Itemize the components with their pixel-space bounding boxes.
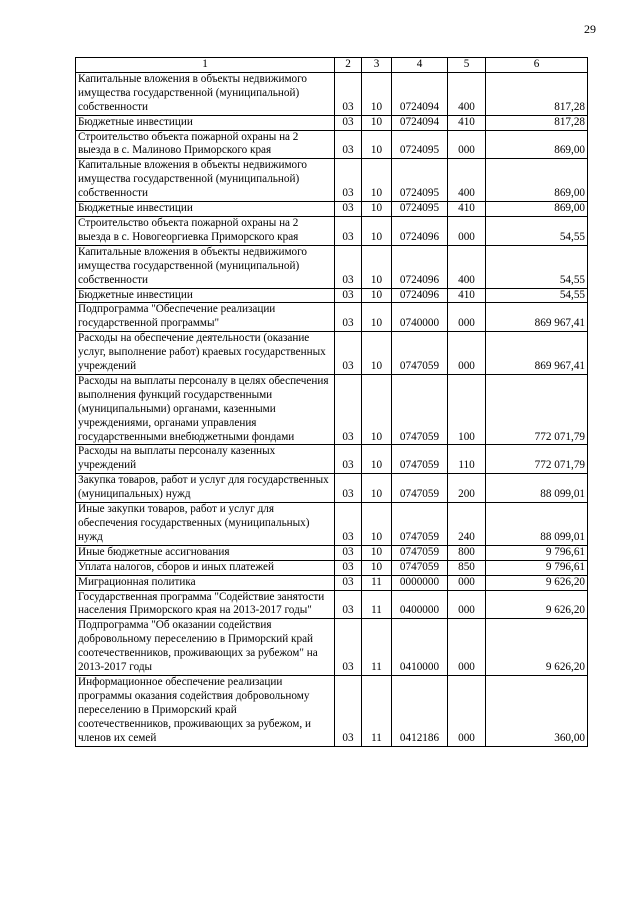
row-expense-type-cell: 410: [448, 288, 486, 303]
table-row: [76, 560, 588, 575]
table-row: [76, 590, 588, 619]
row-name-cell: Расходы на выплаты персоналу казенных учреждений: [76, 445, 335, 474]
row-name-cell: Бюджетные инвестиции: [76, 288, 335, 303]
column-header-1: 1: [76, 58, 335, 73]
row-subsection-cell: 10: [362, 374, 392, 445]
row-expense-type-cell: 200: [448, 474, 486, 503]
row-target-code-cell: 0724095: [392, 159, 448, 202]
row-subsection-cell: 10: [362, 159, 392, 202]
row-subsection-cell: 10: [362, 560, 392, 575]
row-expense-type-cell: 400: [448, 245, 486, 288]
table-row: [76, 202, 588, 217]
row-section-cell: 03: [335, 545, 362, 560]
row-name-cell: Бюджетные инвестиции: [76, 115, 335, 130]
row-section-cell: 03: [335, 245, 362, 288]
row-subsection-cell: 11: [362, 590, 392, 619]
table-row: [76, 619, 588, 676]
row-target-code-cell: 0410000: [392, 619, 448, 676]
row-target-code-cell: 0724095: [392, 130, 448, 159]
row-subsection-cell: 10: [362, 474, 392, 503]
row-expense-type-cell: 800: [448, 545, 486, 560]
row-section-cell: 03: [335, 619, 362, 676]
row-section-cell: 03: [335, 130, 362, 159]
row-section-cell: 03: [335, 590, 362, 619]
row-subsection-cell: 10: [362, 303, 392, 332]
row-section-cell: 03: [335, 159, 362, 202]
row-subsection-cell: 10: [362, 545, 392, 560]
row-amount-cell: 772 071,79: [486, 374, 588, 445]
row-name-cell: Расходы на выплаты персоналу в целях обеспечения выполнения функций государственными (муниципальными) органами, казенными учреждениями, органами управления государственными внебюджетными фондами: [76, 374, 335, 445]
row-amount-cell: 9 626,20: [486, 590, 588, 619]
row-expense-type-cell: 000: [448, 619, 486, 676]
row-amount-cell: 54,55: [486, 216, 588, 245]
row-name-cell: Строительство объекта пожарной охраны на 2 выезда в с. Малиново Приморского края: [76, 130, 335, 159]
table-row: [76, 445, 588, 474]
row-subsection-cell: 10: [362, 503, 392, 546]
column-header-2: 2: [335, 58, 362, 73]
row-section-cell: 03: [335, 332, 362, 375]
row-name-cell: Иные закупки товаров, работ и услуг для обеспечения государственных (муниципальных) нужд: [76, 503, 335, 546]
row-expense-type-cell: 110: [448, 445, 486, 474]
row-subsection-cell: 10: [362, 72, 392, 115]
table-row: [76, 374, 588, 445]
column-header-4: 4: [392, 58, 448, 73]
row-target-code-cell: 0412186: [392, 675, 448, 746]
row-amount-cell: 9 626,20: [486, 575, 588, 590]
row-name-cell: Бюджетные инвестиции: [76, 202, 335, 217]
row-amount-cell: 772 071,79: [486, 445, 588, 474]
row-target-code-cell: 0400000: [392, 590, 448, 619]
row-amount-cell: 869,00: [486, 159, 588, 202]
row-subsection-cell: 10: [362, 288, 392, 303]
table-row: [76, 675, 588, 746]
row-expense-type-cell: 000: [448, 675, 486, 746]
row-name-cell: Закупка товаров, работ и услуг для государственных (муниципальных) нужд: [76, 474, 335, 503]
row-section-cell: 03: [335, 503, 362, 546]
table-row: [76, 245, 588, 288]
row-amount-cell: 360,00: [486, 675, 588, 746]
row-section-cell: 03: [335, 288, 362, 303]
row-amount-cell: 817,28: [486, 115, 588, 130]
table-row: [76, 130, 588, 159]
row-amount-cell: 869 967,41: [486, 303, 588, 332]
row-target-code-cell: 0724094: [392, 72, 448, 115]
row-name-cell: Строительство объекта пожарной охраны на 2 выезда в с. Новогеоргиевка Приморского края: [76, 216, 335, 245]
row-name-cell: Информационное обеспечение реализации программы оказания содействия добровольному переселению в Приморский край соотечественников, проживающих за рубежом, и членов их семей: [76, 675, 335, 746]
row-section-cell: 03: [335, 216, 362, 245]
row-section-cell: 03: [335, 374, 362, 445]
row-subsection-cell: 10: [362, 245, 392, 288]
row-amount-cell: 869,00: [486, 130, 588, 159]
row-amount-cell: 88 099,01: [486, 503, 588, 546]
row-amount-cell: 54,55: [486, 288, 588, 303]
column-header-5: 5: [448, 58, 486, 73]
table-body: [76, 72, 588, 746]
row-expense-type-cell: 000: [448, 130, 486, 159]
table-row: [76, 303, 588, 332]
row-target-code-cell: 0747059: [392, 474, 448, 503]
row-amount-cell: 9 796,61: [486, 560, 588, 575]
row-subsection-cell: 10: [362, 332, 392, 375]
row-section-cell: 03: [335, 72, 362, 115]
row-name-cell: Уплата налогов, сборов и иных платежей: [76, 560, 335, 575]
page-number: 29: [584, 22, 596, 36]
row-expense-type-cell: 000: [448, 590, 486, 619]
column-header-6: 6: [486, 58, 588, 73]
row-target-code-cell: 0740000: [392, 303, 448, 332]
row-expense-type-cell: 240: [448, 503, 486, 546]
row-expense-type-cell: 000: [448, 303, 486, 332]
row-amount-cell: 54,55: [486, 245, 588, 288]
row-subsection-cell: 11: [362, 575, 392, 590]
table-row: [76, 216, 588, 245]
table-row: [76, 72, 588, 115]
row-amount-cell: 817,28: [486, 72, 588, 115]
row-expense-type-cell: 000: [448, 332, 486, 375]
row-name-cell: Подпрограмма "Обеспечение реализации государственной программы": [76, 303, 335, 332]
row-target-code-cell: 0747059: [392, 560, 448, 575]
row-amount-cell: 88 099,01: [486, 474, 588, 503]
row-target-code-cell: 0724096: [392, 216, 448, 245]
row-subsection-cell: 10: [362, 130, 392, 159]
table-row: [76, 474, 588, 503]
row-target-code-cell: 0747059: [392, 503, 448, 546]
column-header-3: 3: [362, 58, 392, 73]
row-section-cell: 03: [335, 675, 362, 746]
row-name-cell: Иные бюджетные ассигнования: [76, 545, 335, 560]
row-target-code-cell: 0747059: [392, 374, 448, 445]
row-expense-type-cell: 000: [448, 216, 486, 245]
row-section-cell: 03: [335, 474, 362, 503]
row-name-cell: Государственная программа "Содействие занятости населения Приморского края на 2013-2017 годы": [76, 590, 335, 619]
row-name-cell: Расходы на обеспечение деятельности (оказание услуг, выполнение работ) краевых государственных учреждений: [76, 332, 335, 375]
row-expense-type-cell: 410: [448, 202, 486, 217]
row-target-code-cell: 0724096: [392, 245, 448, 288]
row-subsection-cell: 10: [362, 202, 392, 217]
row-subsection-cell: 10: [362, 445, 392, 474]
row-expense-type-cell: 400: [448, 72, 486, 115]
budget-table: [75, 57, 588, 747]
table-header-row: [76, 58, 588, 73]
table-row: [76, 545, 588, 560]
row-expense-type-cell: 850: [448, 560, 486, 575]
row-section-cell: 03: [335, 202, 362, 217]
table-row: [76, 115, 588, 130]
row-subsection-cell: 11: [362, 675, 392, 746]
row-section-cell: 03: [335, 115, 362, 130]
row-name-cell: Миграционная политика: [76, 575, 335, 590]
row-expense-type-cell: 100: [448, 374, 486, 445]
row-subsection-cell: 10: [362, 115, 392, 130]
row-target-code-cell: 0724095: [392, 202, 448, 217]
table-row: [76, 575, 588, 590]
table-row: [76, 159, 588, 202]
row-section-cell: 03: [335, 445, 362, 474]
row-section-cell: 03: [335, 303, 362, 332]
row-target-code-cell: 0747059: [392, 545, 448, 560]
row-amount-cell: 869,00: [486, 202, 588, 217]
row-target-code-cell: 0000000: [392, 575, 448, 590]
row-target-code-cell: 0747059: [392, 445, 448, 474]
row-expense-type-cell: 000: [448, 575, 486, 590]
row-expense-type-cell: 410: [448, 115, 486, 130]
table-row: [76, 288, 588, 303]
row-name-cell: Капитальные вложения в объекты недвижимого имущества государственной (муниципальной) собственности: [76, 159, 335, 202]
row-target-code-cell: 0724096: [392, 288, 448, 303]
row-name-cell: Капитальные вложения в объекты недвижимого имущества государственной (муниципальной) собственности: [76, 245, 335, 288]
row-amount-cell: 9 626,20: [486, 619, 588, 676]
table-row: [76, 332, 588, 375]
row-expense-type-cell: 400: [448, 159, 486, 202]
row-target-code-cell: 0747059: [392, 332, 448, 375]
row-section-cell: 03: [335, 560, 362, 575]
row-name-cell: Капитальные вложения в объекты недвижимого имущества государственной (муниципальной) собственности: [76, 72, 335, 115]
row-amount-cell: 869 967,41: [486, 332, 588, 375]
row-name-cell: Подпрограмма "Об оказании содействия добровольному переселению в Приморский край соотечественников, проживающих за рубежом" на 2013-2017 годы: [76, 619, 335, 676]
table-row: [76, 503, 588, 546]
row-target-code-cell: 0724094: [392, 115, 448, 130]
row-amount-cell: 9 796,61: [486, 545, 588, 560]
row-subsection-cell: 11: [362, 619, 392, 676]
row-subsection-cell: 10: [362, 216, 392, 245]
row-section-cell: 03: [335, 575, 362, 590]
